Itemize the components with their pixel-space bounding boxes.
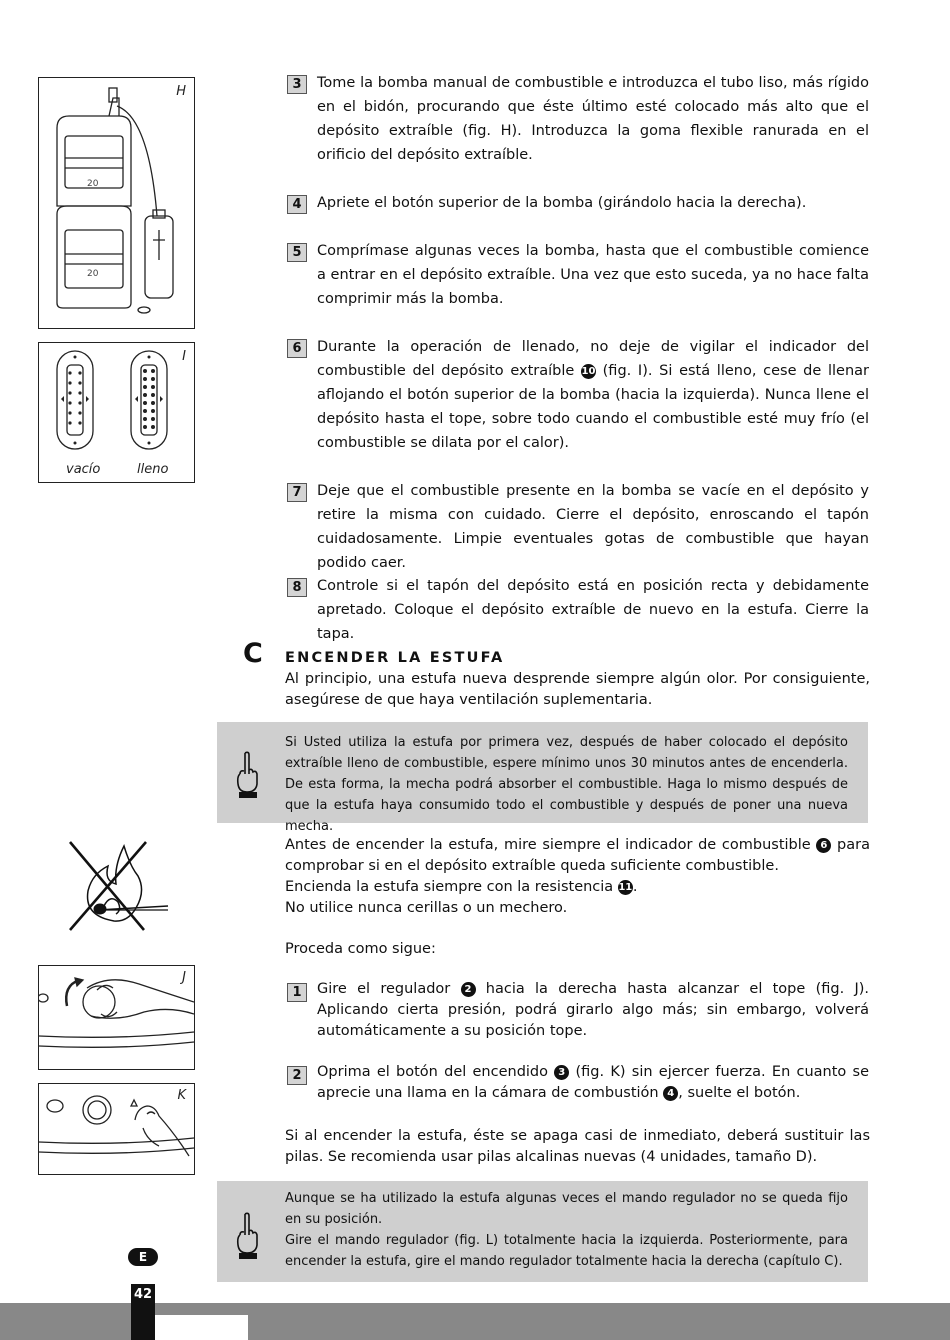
step-number: 7: [287, 483, 307, 502]
note-regulator-p2: Gire el mando regulador (fig. L) totalmente hacia la izquierda. Posteriormente, para encender la estufa, gire el mando regulador totalmente hacia la derecha (capítulo C).: [285, 1233, 848, 1269]
step-number: 4: [287, 195, 307, 214]
no-matches-warning: No utilice nunca cerillas o un mechero.: [285, 900, 568, 916]
pointing-hand-icon: [232, 750, 262, 800]
text-part: Antes de encender la estufa, mire siempre el indicador de combustible: [285, 837, 817, 853]
check-fuel-line: [285, 835, 870, 877]
step-6: [287, 335, 869, 455]
language-badge: E: [128, 1248, 158, 1266]
step-text: Comprímase algunas veces la bomba, hasta que el combustible comience a entrar en el depósito extraíble. Una vez que esto suceda, ya no hace falta comprimir más la bomba.: [317, 243, 869, 307]
step-number: 3: [287, 75, 307, 94]
step-text-part: Gire el regulador: [317, 981, 461, 997]
text-part: .: [632, 879, 638, 895]
step-number: 1: [287, 983, 307, 1002]
step-text: Controle si el tapón del depósito está en posición recta y debidamente apretado. Coloque el depósito extraíble de nuevo en la estufa. Cierre la tapa.: [317, 578, 869, 642]
note-regulator: [217, 1181, 868, 1282]
fuel-indicator-illustration: [39, 343, 194, 463]
note-first-use-text: Si Usted utiliza la estufa por primera vez, después de haber colocado el depósito extraíble lleno de combustible, espere mínimo unos 30 minutos antes de encenderla. De esta forma, la mecha podrá absorber el combustible. Haga lo mismo después de que la estufa haya consumido todo el combustible y después de poner una nueva mecha.: [285, 735, 848, 834]
ref-number-10: 10: [581, 366, 596, 377]
ref-number-2: 2: [461, 982, 476, 997]
check-fuel-paragraph: [285, 835, 870, 919]
no-matches-icon: [64, 836, 174, 936]
text-part: Encienda la estufa siempre con la resistencia: [285, 879, 618, 895]
step-number: 6: [287, 339, 307, 358]
ignition-button-illustration: [39, 1084, 194, 1174]
figure-j-letter: J: [182, 970, 186, 985]
ref-number-4: 4: [663, 1086, 678, 1101]
ref-number-11: 11: [618, 882, 633, 893]
note-regulator-p1: Aunque se ha utilizado la estufa algunas veces el mando regulador no se queda fijo en su posición.: [285, 1191, 848, 1227]
step-text-part: , suelte el botón.: [678, 1085, 801, 1101]
step-2: [287, 1062, 869, 1104]
proceed-text: Proceda como sigue:: [285, 941, 436, 957]
figure-j: [38, 965, 195, 1070]
step-1: [287, 979, 869, 1042]
step-text-part: Oprima el botón del encendido: [317, 1064, 555, 1080]
step-text: [317, 335, 869, 455]
step-text: [317, 1062, 869, 1104]
step-text: Deje que el combustible presente en la bomba se vacíe en el depósito y retire la misma con cuidado. Cierre el depósito, enroscando el tapón cuidadosamente. Limpie eventuales gotas de combustible que hayan podido caer.: [317, 483, 869, 571]
ignition-line: [285, 877, 870, 898]
figure-i-caption-full: lleno: [137, 462, 169, 477]
svg-text:20: 20: [87, 269, 99, 279]
figure-i: [38, 342, 195, 483]
footer-white-strip: [155, 1315, 248, 1340]
regulator-turn-illustration: [39, 966, 194, 1069]
figure-k: [38, 1083, 195, 1175]
figure-i-letter: I: [182, 349, 186, 364]
step-text-part: hacia la derecha hasta alcanzar el tope (fig. J). Aplicando cierta presión, podrá girarlo algo más; sin embargo, volverá automáticamente a su posición tope.: [317, 981, 869, 1039]
section-c-letter: C: [243, 638, 263, 669]
text-part: para comprobar si en el depósito extraíble queda suficiente combustible.: [285, 837, 870, 874]
figure-i-caption-empty: vacío: [66, 462, 101, 477]
step-8: [287, 574, 869, 646]
section-c-heading: ENCENDER LA ESTUFA: [285, 650, 505, 666]
figure-h: [38, 77, 195, 329]
section-c-intro: Al principio, una estufa nueva desprende siempre algún olor. Por consiguiente, asegúrese de que haya ventilación suplementaria.: [285, 671, 870, 708]
step-text: Apriete el botón superior de la bomba (girándolo hacia la derecha).: [317, 195, 807, 211]
svg-text:20: 20: [87, 179, 99, 189]
step-4: [287, 191, 869, 215]
note-first-use: [217, 722, 868, 834]
step-text-part: (fig. K) sin ejercer fuerza. En cuanto se aprecie una llama en la cámara de combustión: [317, 1064, 870, 1101]
figure-k-letter: K: [177, 1088, 186, 1103]
step-number: 8: [287, 578, 307, 597]
batteries-paragraph: Si al encender la estufa, éste se apaga casi de inmediato, deberá sustituir las pilas. Se recomienda usar pilas alcalinas nuevas (4 unidades, tamaño D).: [285, 1128, 870, 1165]
ref-number-6: 6: [816, 838, 831, 853]
step-text: [317, 979, 869, 1042]
step-number: 5: [287, 243, 307, 262]
step-5: [287, 239, 869, 311]
step-text-part: (fig. I). Si está lleno, cese de llenar aflojando el botón superior de la bomba (hacia la izquierda). Nunca llene el depósito hasta el tope, sobre todo cuando el combustible esté muy frío (el combustible se dilata por el calor).: [317, 363, 869, 451]
page-number: 42: [133, 1287, 153, 1302]
ref-number-3: 3: [554, 1065, 569, 1080]
jerrycan-pump-illustration: [39, 78, 194, 328]
step-3: [287, 71, 869, 167]
step-7: [287, 479, 869, 575]
figure-h-letter: H: [176, 84, 186, 99]
pointing-hand-icon: [232, 1211, 262, 1261]
step-text: Tome la bomba manual de combustible e introduzca el tubo liso, más rígido en el bidón, procurando que éste último esté colocado más alto que el depósito extraíble (fig. H). Introduzca la goma flexible ranurada en el orificio del depósito extraíble.: [317, 75, 869, 163]
step-text-part: Durante la operación de llenado, no deje de vigilar el indicador del combustible del depósito extraíble: [317, 339, 869, 379]
step-number: 2: [287, 1066, 307, 1085]
note-regulator-text: [285, 1188, 848, 1272]
